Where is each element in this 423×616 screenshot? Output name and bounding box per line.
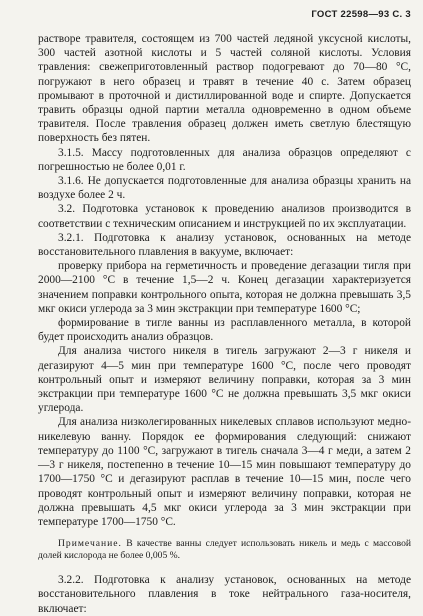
- paragraph-pure-nickel: Для анализа чистого никеля в тигель загружают 2—3 г никеля и дегазируют 4—5 мин при температуре 1600 °С, после чего проводят контрольный опыт и измеряют величину поправки, которая за 3 мин экстракции при температуре 1600 °С не должна превышать 3,5 мкг окиси углерода.: [38, 345, 411, 415]
- paragraph-3-1-6: 3.1.6. Не допускается подготовленные для анализа образцы хранить на воздухе более 2 ч.: [38, 175, 411, 202]
- note-label: Примечание.: [58, 538, 122, 550]
- paragraph-3-2: 3.2. Подготовка установок к проведению анализов производится в соответствии с техническим описанием и инструкцией по их эксплуатации.: [38, 203, 411, 230]
- page-header: ГОСТ 22598—93 С. 3: [311, 9, 411, 20]
- paragraph-low-alloy-nickel: Для анализа низколегированных никелевых сплавов используют медно-никелевую ванну. Порядок ее формирования следующий: снижают температуру до 1100 °С, загружают в тигель сначала 3—4 г меди, а затем 2—3 г никеля, постепенно в течение 10—15 мин повышают температуру до 1700—1750 °С и дегазируют расплав в течение 10—15 мин, после чего проводят контрольный опыт и измеряют величину поправки, которая не должна превышать 4,5 мкг окиси углерода за 3 мин экстракции при температуре 1700—1750 °С.: [38, 416, 411, 528]
- paragraph-etching-solution: раствоpe травителя, состоящем из 700 частей ледяной уксусной кислоты, 300 частей азотной кислоты и 5 частей соляной кислоты. Условия травления: свежеприготовленный раствор подогревают до 70—80 °С, погружают в него образец и травят в течение 40 с. Затем образец промывают в проточной и дистиллированной воде и спирте. Допускается травить образцы одной партии металла одновременно в одном объеме травителя. После травления образец должен иметь светлую блестящую поверхность без пятен.: [38, 33, 411, 145]
- paragraph-3-2-2: 3.2.2. Подготовка к анализу установок, основанных на методе восстановительного плавления в токе нейтрального газа-носителя, включает:: [38, 574, 411, 615]
- document-body: [38, 32, 411, 616]
- note: [38, 538, 411, 562]
- paragraph-3-1-5: 3.1.5. Массу подготовленных для анализа образцов определяют с погрешностью не более 0,01 г.: [38, 146, 411, 173]
- paragraph-3-2-1: 3.2.1. Подготовка к анализу установок, основанных на методе восстановительного плавления в вакууме, включает:: [38, 231, 411, 259]
- note-text: В качестве ванны следует использовать никель и медь с массовой долей кислорода не более 0,005 %.: [38, 538, 411, 562]
- paragraph-bath-formation: формирование в тигле ванны из расплавленного металла, в которой будет происходить анализ образцов.: [38, 317, 411, 344]
- paragraph-leak-check: проверку прибора на герметичность и проведение дегазации тигля при 2000—2100 °С в течение 1,5—2 ч. Конец дегазации характеризуется значением поправки контрольного опыта, которая не должна превышать 3,5 мкг окиси углерода за 3 мин экстракции при температуре 1600 °С;: [38, 260, 411, 315]
